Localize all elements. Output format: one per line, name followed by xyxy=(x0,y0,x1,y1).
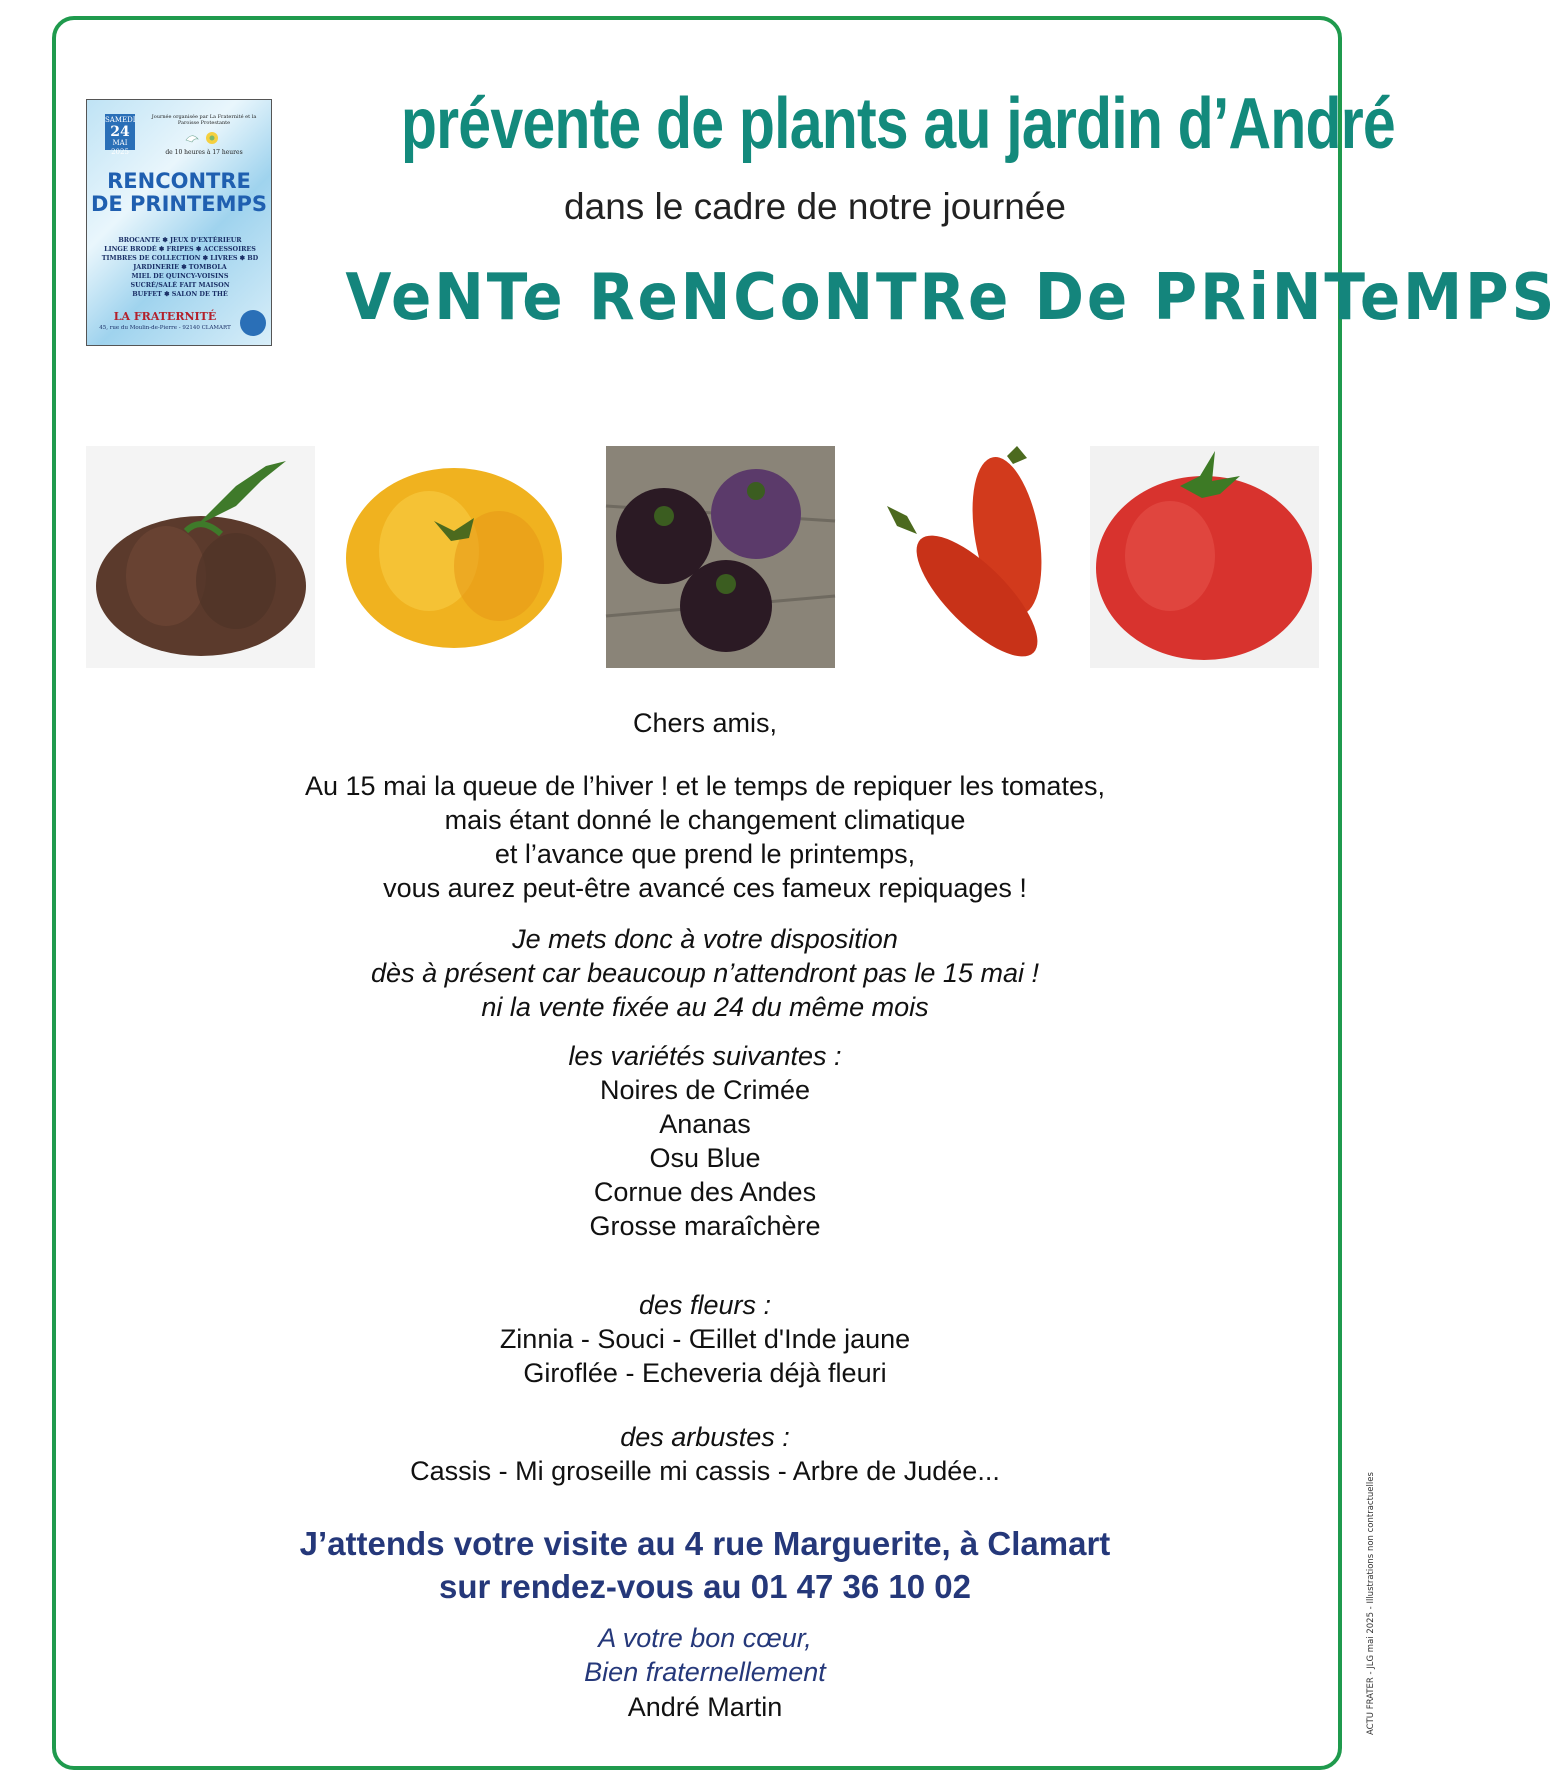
list-item: Ananas xyxy=(659,1109,751,1139)
poster-activity: BROCANTE ✽ JEUX D'EXTÉRIEUR xyxy=(118,236,242,244)
text-line: vous aurez peut-être avancé ces fameux repiquages ! xyxy=(383,873,1027,903)
visit-address: J’attends votre visite au 4 rue Marguerite, à Clamart xyxy=(299,1525,1111,1562)
poster-month: MAI xyxy=(112,139,128,147)
poster-title xyxy=(87,170,271,216)
closing-line: Bien fraternellement xyxy=(584,1657,826,1687)
tomato-icon xyxy=(867,446,1096,668)
list-item: Cassis - Mi groseille mi cassis - Arbre de Judée... xyxy=(410,1456,1000,1486)
side-credit: ACTU FRATER - JLG mai 2025 - Illustrations non contractuelles xyxy=(1366,1472,1376,1735)
varieties-list xyxy=(100,1073,1310,1243)
tomato-icon xyxy=(606,446,835,668)
text-line: et l’avance que prend le printemps, xyxy=(494,839,916,869)
poster-title-line1: RENCONTRE xyxy=(107,169,251,193)
page-title: prévente de plants au jardin d’André xyxy=(400,84,1395,164)
text-line: ni la vente fixée au 24 du même mois xyxy=(481,992,929,1022)
paragraph-intro xyxy=(100,769,1310,905)
tomato-icon xyxy=(86,446,315,668)
visit-info xyxy=(100,1522,1310,1608)
poster-title-line2: DE PRINTEMPS xyxy=(90,192,268,216)
photo-osu-blue xyxy=(606,446,835,668)
flowers-list xyxy=(100,1322,1310,1390)
poster-year: 2025 xyxy=(111,148,129,156)
poster-activity: LINGE BRODÉ ✽ FRIPES ✽ ACCESSOIRES xyxy=(104,245,256,253)
tomato-icon xyxy=(1090,446,1319,668)
page-subtitle: dans le cadre de notre journée xyxy=(564,186,1066,227)
poster-hours: de 10 heures à 17 heures xyxy=(165,149,243,156)
varieties-label: les variétés suivantes : xyxy=(568,1041,842,1071)
photo-ananas xyxy=(339,446,568,668)
closing xyxy=(100,1621,1310,1689)
shrubs-label: des arbustes : xyxy=(620,1422,790,1452)
poster-activity: JARDINERIE ✽ TOMBOLA xyxy=(133,263,227,271)
poster-logo xyxy=(240,310,266,336)
event-poster xyxy=(86,99,272,346)
photo-noire-de-crimee xyxy=(86,446,315,668)
paragraph-offer xyxy=(100,922,1310,1024)
poster-venue: LA FRATERNITÉ xyxy=(113,310,217,323)
poster-activity: BUFFET ✽ SALON DE THÉ xyxy=(132,290,228,298)
doves-icon xyxy=(182,130,222,146)
list-item: Grosse maraîchère xyxy=(589,1211,821,1241)
list-item: Noires de Crimée xyxy=(599,1075,811,1105)
poster-activity: TIMBRES DE COLLECTION ✽ LIVRES ✽ BD xyxy=(101,254,259,262)
greeting: Chers amis, xyxy=(632,708,778,738)
poster-activities xyxy=(93,236,267,299)
poster-day: SAMEDI xyxy=(105,116,136,124)
text-line: Au 15 mai la queue de l’hiver ! et le temps de repiquer les tomates, xyxy=(305,771,1105,801)
tomato-icon xyxy=(339,446,568,668)
poster-activity: MIEL DE QUINCY-VOISINS xyxy=(131,272,229,280)
list-item: Zinnia - Souci - Œillet d'Inde jaune xyxy=(499,1324,911,1354)
list-item: Cornue des Andes xyxy=(593,1177,817,1207)
shrubs-list xyxy=(100,1454,1310,1488)
list-item: Giroflée - Echeveria déjà fleuri xyxy=(523,1358,887,1388)
text-line: dès à présent car beaucoup n’attendront pas le 15 mai ! xyxy=(371,958,1039,988)
photo-grosse-maraichere xyxy=(1090,446,1319,668)
text-line: mais étant donné le changement climatique xyxy=(444,805,966,835)
text-line: Je mets donc à votre disposition xyxy=(512,924,898,954)
closing-line: A votre bon cœur, xyxy=(598,1623,812,1653)
signature: André Martin xyxy=(627,1692,783,1722)
poster-address: 45, rue du Moulin-de-Pierre - 92140 CLAMART xyxy=(99,325,231,331)
visit-phone: sur rendez-vous au 01 47 36 10 02 xyxy=(439,1568,971,1605)
poster-date-number: 24 xyxy=(110,124,130,140)
poster-activity: SUCRÉ/SALÉ FAIT MAISON xyxy=(130,281,230,289)
list-item: Osu Blue xyxy=(649,1143,761,1173)
flowers-label: des fleurs : xyxy=(638,1290,772,1320)
poster-date-badge xyxy=(105,114,136,156)
photo-cornue-des-andes xyxy=(867,446,1096,668)
event-title: VeNTe ReNCoNTRe De PRiNTeMPS xyxy=(345,261,1557,335)
poster-organizer: Journée organisée par La Fraternité et la Paroisse Protestante xyxy=(151,114,257,126)
